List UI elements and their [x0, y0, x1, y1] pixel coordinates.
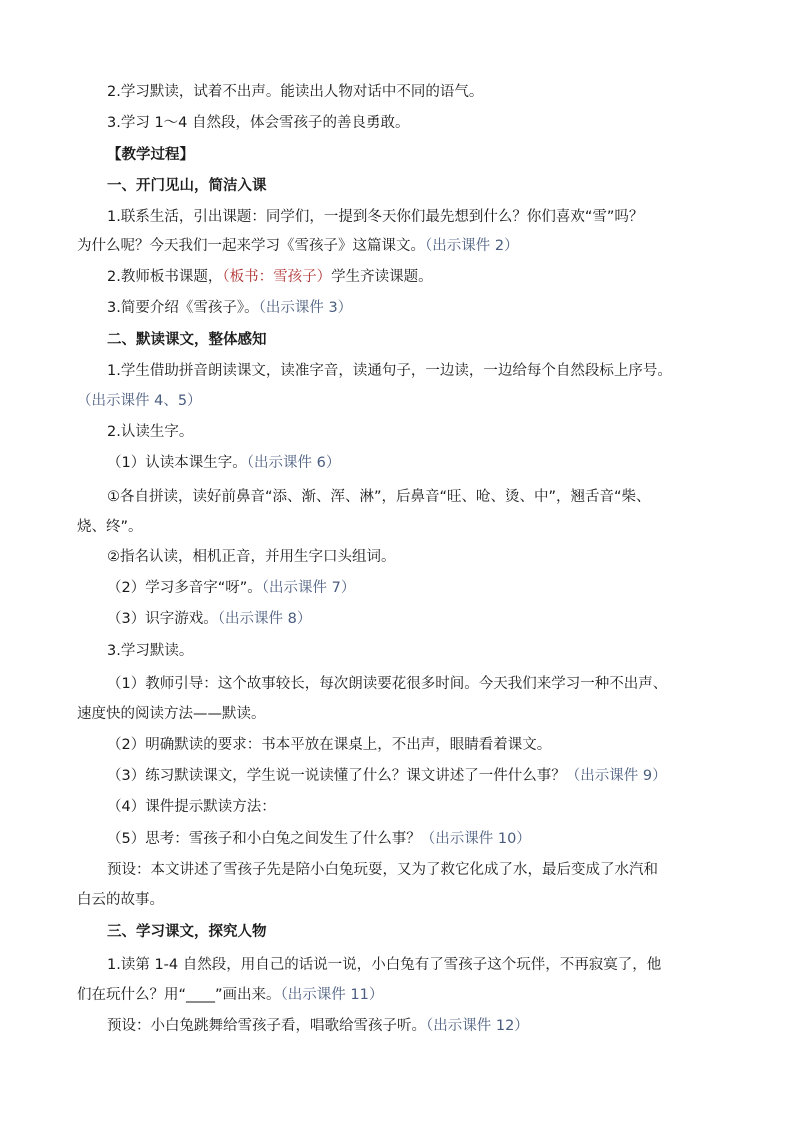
section-3-heading: 三、学习课文，探究人物 — [107, 924, 267, 940]
goal-2: 2.学习默读，试着不出声。能读出人物对话中不同的语气。 — [107, 84, 484, 100]
s2-p3-5-courseware-ref: （出示课件 10） — [420, 831, 531, 847]
s2-p2-c1-line1: ①各自拼读，读好前鼻音“添、渐、浑、淋”，后鼻音“旺、呛、烫、中”，翘舌音“柴、 — [107, 489, 651, 505]
s1-p1-line2 — [77, 236, 519, 256]
s3-preset-courseware-ref: （出示课件 12） — [426, 1018, 529, 1034]
goal-3: 3.学习 1～4 自然段，体会雪孩子的善良勇敢。 — [107, 115, 410, 131]
s3-p1-line1: 1.读第 1-4 自然段，用自己的话说一说，小白兔有了雪孩子这个玩伴，不再寂寞了，他 — [107, 957, 662, 973]
s1-p1-line1: 1.联系生活，引出课题：同学们，一提到冬天你们最先想到什么？你们喜欢“雪”吗？ — [107, 209, 644, 225]
s1-p2 — [107, 267, 433, 287]
s1-p3-courseware-ref: （出示课件 3） — [258, 300, 353, 316]
s2-p3-3-courseware-ref: （出示课件 9） — [565, 768, 667, 784]
process-heading: 【教学过程】 — [107, 147, 194, 163]
s2-p2-2 — [107, 578, 355, 598]
s2-preset-line1: 预设：本文讲述了雪孩子先是陪小白兔玩耍，又为了救它化成了水，最后变成了水汽和 — [107, 862, 658, 878]
s2-p2: 2.认读生字。 — [107, 424, 194, 440]
s1-p3-text: 3.简要介绍《雪孩子》。 — [107, 300, 259, 316]
s1-p2-text-a: 2.教师板书课题， — [107, 269, 223, 285]
s2-p3-5-text: （5）思考：雪孩子和小白兔之间发生了什么事？ — [107, 831, 421, 847]
s2-p2-1 — [107, 453, 340, 473]
s2-p1-line1: 1.学生借助拼音朗读课文，读准字音，读通句子，一边读，一边给每个自然段标上序号。 — [107, 363, 672, 379]
s3-preset — [107, 1016, 529, 1036]
s2-p2-3-courseware-ref: （出示课件 8） — [217, 611, 312, 627]
s2-p2-2-text: （2）学习多音字“呀”。 — [107, 580, 262, 596]
s2-p3-1-line1: （1）教师引导：这个故事较长，每次朗读要花很多时间。今天我们来学习一种不出声、 — [107, 676, 668, 692]
s2-p2-2-courseware-ref: （出示课件 7） — [261, 580, 356, 596]
s2-preset-line2: 白云的故事。 — [77, 892, 164, 908]
s2-p3-4: （4）课件提示默读方法： — [107, 799, 276, 815]
s2-p3-1-line2: 速度快的阅读方法——默读。 — [77, 706, 266, 722]
s1-p2-text-b: 学生齐读课题。 — [331, 269, 433, 285]
blackboard-note: （板书：雪孩子） — [222, 269, 332, 285]
s3-p1-line2 — [77, 985, 383, 1005]
s2-p3-2: （2）明确默读的要求：书本平放在课桌上，不出声，眼睛看着课文。 — [107, 737, 552, 753]
s3-p1-courseware-ref: （出示课件 11） — [280, 987, 384, 1003]
s2-p2-1-courseware-ref: （出示课件 6） — [246, 455, 341, 471]
s2-p2-c2: ②指名认读，相机正音，并用生字口头组词。 — [107, 549, 396, 565]
s2-p1-courseware-ref: （出示课件 4、5） — [77, 393, 202, 409]
s2-p2-3-text: （3）识字游戏。 — [107, 611, 218, 627]
s3-preset-text: 预设：小白兔跳舞给雪孩子看，唱歌给雪孩子听。 — [107, 1018, 426, 1034]
s1-p1-courseware-ref: （出示课件 2） — [425, 238, 519, 254]
s1-p3 — [107, 298, 352, 318]
s2-p3: 3.学习默读。 — [107, 643, 194, 659]
section-2-heading: 二、默读课文，整体感知 — [107, 332, 267, 348]
s2-p2-1-text: （1）认读本课生字。 — [107, 455, 247, 471]
s1-p1-text: 为什么呢？今天我们一起来学习《雪孩子》这篇课文。 — [77, 238, 425, 254]
s2-p3-5 — [107, 829, 531, 849]
s2-p3-3 — [107, 766, 667, 786]
s2-p2-3 — [107, 609, 311, 629]
section-1-heading: 一、开门见山，简洁入课 — [107, 178, 267, 194]
s2-p2-c1-line2: 烧、终”。 — [77, 519, 143, 535]
s3-p1-text: 们在玩什么？用“____”画出来。 — [77, 987, 281, 1003]
s2-p3-3-text: （3）练习默读课文，学生说一说读懂了什么？课文讲述了一件什么事？ — [107, 768, 566, 784]
